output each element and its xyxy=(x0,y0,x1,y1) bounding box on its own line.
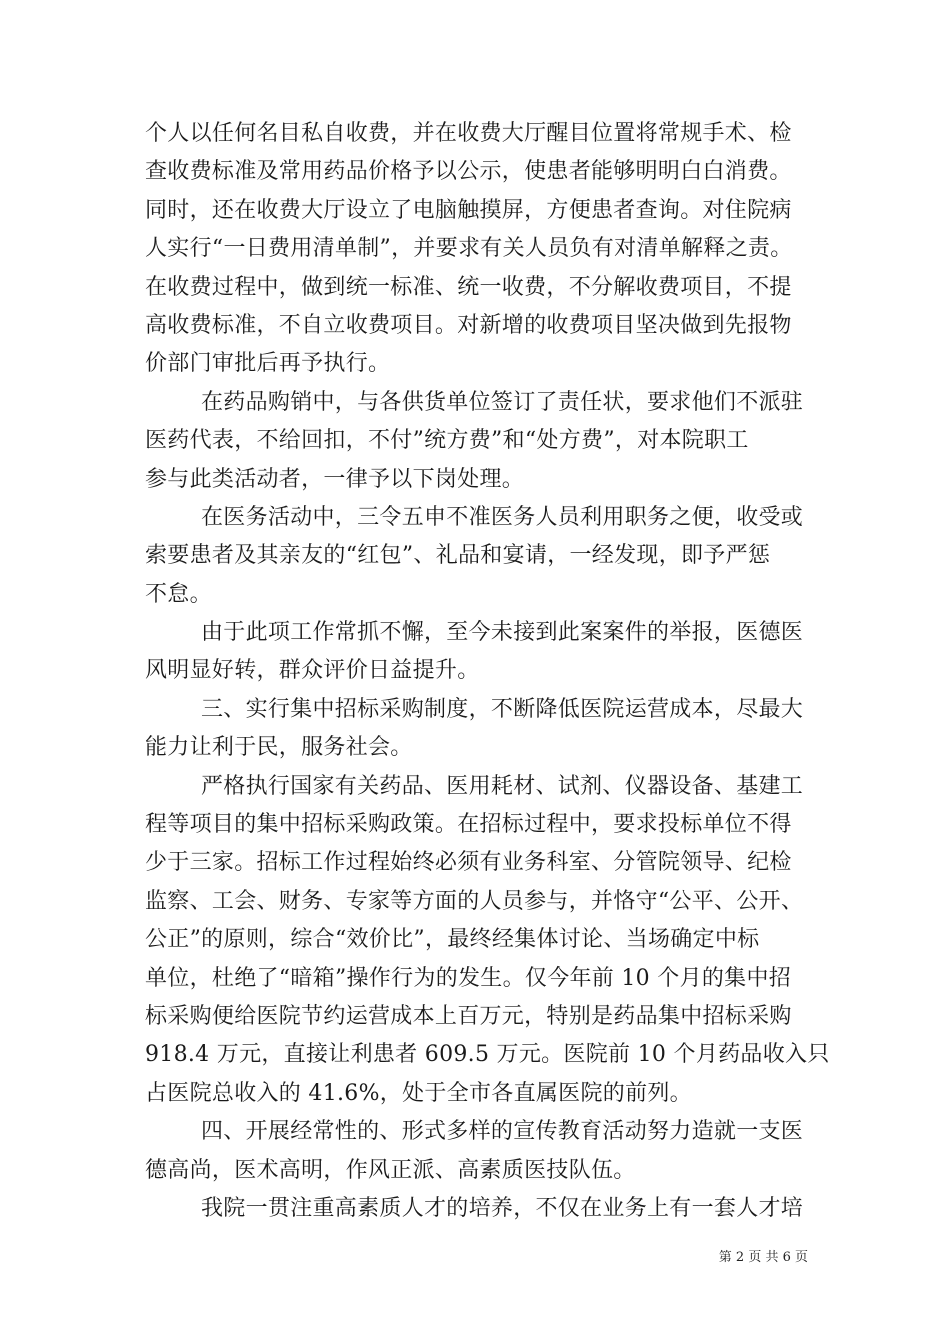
text-line: 四、开展经常性的、形式多样的宣传教育活动努力造就一支医 xyxy=(201,1119,804,1145)
text-line: 风明显好转，群众评价日益提升。 xyxy=(145,658,480,684)
text-line: 德高尚，医术高明，作风正派、高素质医技队伍。 xyxy=(145,1157,636,1183)
text-line: 程等项目的集中招标采购政策。在招标过程中，要求投标单位不得 xyxy=(145,812,792,838)
text-line: 监察、工会、财务、专家等方面的人员参与，并恪守“公平、公开、 xyxy=(145,888,804,914)
text-line: 在药品购销中，与各供货单位签订了责任状，要求他们不派驻 xyxy=(201,389,804,415)
text-line: 少于三家。招标工作过程始终必须有业务科室、分管院领导、纪检 xyxy=(145,850,792,876)
text-line: 高收费标准，不自立收费项目。对新增的收费项目坚决做到先报物 xyxy=(145,312,792,338)
text-line: 在收费过程中，做到统一标准、统一收费，不分解收费项目，不提 xyxy=(145,274,792,300)
text-line: 在医务活动中，三令五申不准医务人员利用职务之便，收受或 xyxy=(201,504,804,530)
text-line: 同时，还在收费大厅设立了电脑触摸屏，方便患者查询。对住院病 xyxy=(145,197,792,223)
text-line: 索要患者及其亲友的“红包”、礼品和宴请，一经发现，即予严惩 xyxy=(145,543,771,569)
text-line: 医药代表，不给回扣，不付”统方费”和“处方费”，对本院职工 xyxy=(145,428,749,454)
text-line: 公正”的原则，综合“效价比”，最终经集体讨论、当场确定中标 xyxy=(145,927,760,953)
text-line: 占医院总收入的 41.6%，处于全市各直属医院的前列。 xyxy=(145,1080,692,1106)
text-line: 三、实行集中招标采购制度，不断降低医院运营成本，尽最大 xyxy=(201,696,804,722)
text-line: 918.4 万元，直接让利患者 609.5 万元。医院前 10 个月药品收入只 xyxy=(145,1042,830,1068)
text-line: 不怠。 xyxy=(145,581,212,607)
document-body xyxy=(145,115,830,1228)
text-line: 能力让利于民，服务社会。 xyxy=(145,735,413,761)
text-line: 价部门审批后再予执行。 xyxy=(145,351,391,377)
text-line: 单位，杜绝了“暗箱”操作行为的发生。仅今年前 10 个月的集中招 xyxy=(145,965,792,991)
page-number-footer: 第 2 页 共 6 页 xyxy=(718,1250,808,1265)
text-line: 查收费标准及常用药品价格予以公示，使患者能够明明白白消费。 xyxy=(145,159,792,185)
text-line: 由于此项工作常抓不懈，至今未接到此案案件的举报，医德医 xyxy=(201,620,804,646)
text-line: 标采购便给医院节约运营成本上百万元，特别是药品集中招标采购 xyxy=(145,1003,792,1029)
text-line: 参与此类活动者，一律予以下岗处理。 xyxy=(145,466,525,492)
text-line: 人实行“一日费用清单制”，并要求有关人员负有对清单解释之责。 xyxy=(145,236,793,262)
text-line: 严格执行国家有关药品、医用耗材、试剂、仪器设备、基建工 xyxy=(201,773,804,799)
text-line: 我院一贯注重高素质人才的培养，不仅在业务上有一套人才培 xyxy=(201,1195,804,1221)
text-line: 个人以任何名目私自收费，并在收费大厅醒目位置将常规手术、检 xyxy=(145,121,792,146)
